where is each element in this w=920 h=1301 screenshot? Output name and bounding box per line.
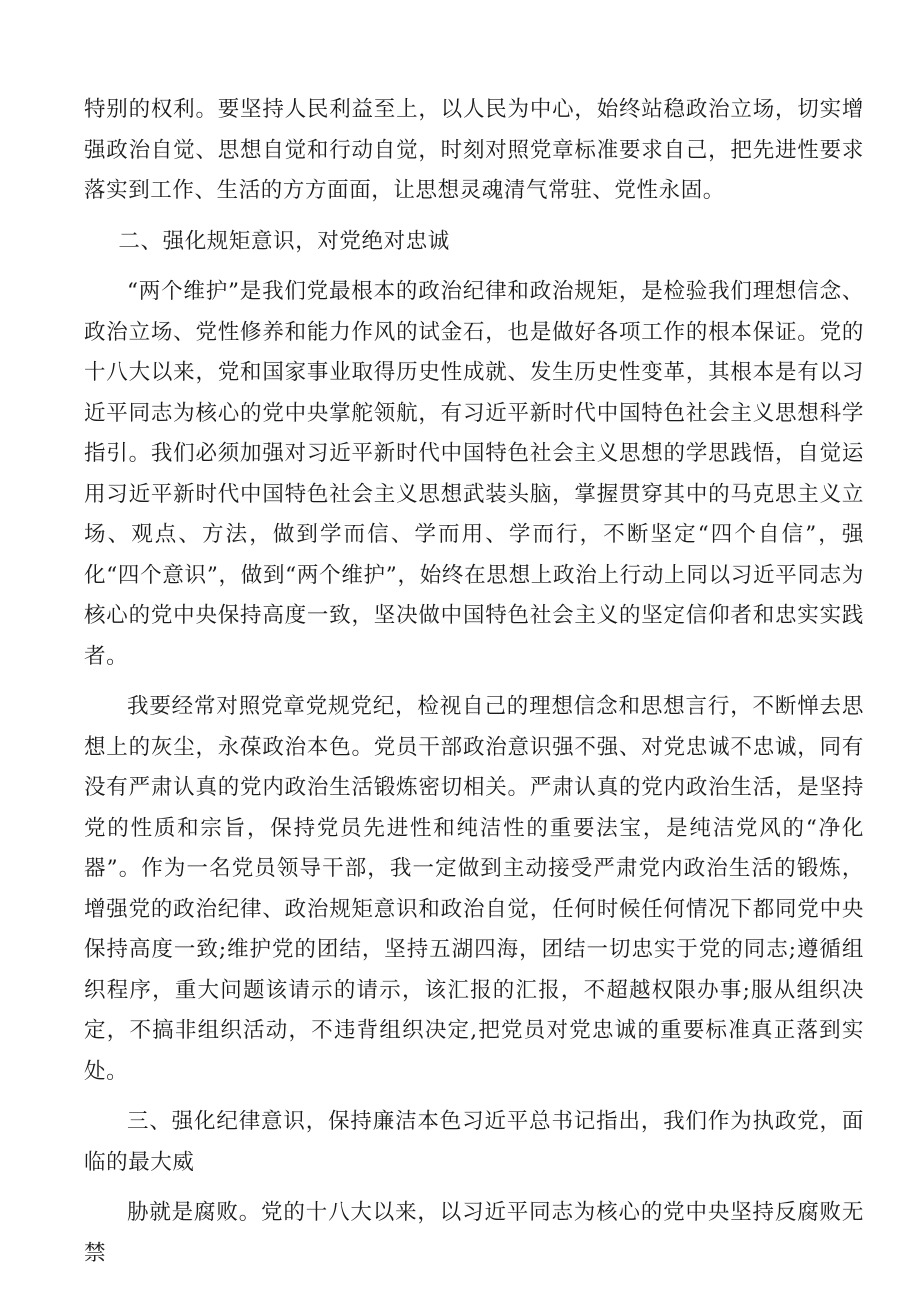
paragraph-two-safeguards: “两个维护”是我们党最根本的政治纪律和政治规矩，是检验我们理想信念、政治立场、党性修养和能力作风的试金石，也是做好各项工作的根本保证。党的十八大以来，党和国家事业取得历史性成就、发生历史性变革，其根本是有以习近平同志为核心的党中央掌舵领航，有习近平新时代中国特色社会主义思想科学指引。我们必须加强对习近平新时代中国特色社会主义思想的学思践悟，自觉运用习近平新时代中国特色社会主义思想武装头脑，掌握贯穿其中的马克思主义立场、观点、方法，做到学而信、学而用、学而行，不断坚定“四个自信”，强化“四个意识”，做到“两个维护”，始终在思想上政治上行动上同以习近平同志为核心的党中央保持高度一致，坚决做中国特色社会主义的坚定信仰者和忠实实践者。 bbox=[84, 279, 864, 669]
paragraph-corruption: 胁就是腐败。党的十八大以来，以习近平同志为核心的党中央坚持反腐败无禁 bbox=[84, 1200, 864, 1266]
section-heading-2: 二、强化规矩意识，对党绝对忠诚 bbox=[118, 228, 450, 254]
paragraph-self-examination: 我要经常对照党章党规党纪，检视自己的理想信念和思想言行，不断惮去思想上的灰尘，永葆政治本色。党员干部政治意识强不强、对党忠诚不忠诚，同有没有严肃认真的党内政治生活锻炼密切相关。严肃认真的党内政治生活，是坚持党的性质和宗旨，保持党员先进性和纯洁性的重要法宝，是纯洁党风的“净化器”。作为一名党员领导干部，我一定做到主动接受严肃党内政治生活的锻炼，增强党的政治纪律、政治规矩意识和政治自觉，任何时候任何情况下都同党中央保持高度一致;维护党的团结，坚持五湖四海，团结一切忠实于党的同志;遵循组织程序，重大问题该请示的请示，该汇报的汇报，不超越权限办事;服从组织决定，不搞非组织活动，不违背组织决定,把党员对党忠诚的重要标准真正落到实处。 bbox=[84, 694, 864, 1084]
document-body bbox=[84, 90, 864, 1274]
paragraph-continuation: 特别的权利。要坚持人民利益至上，以人民为中心，始终站稳政治立场，切实增强政治自觉、思想自觉和行动自觉，时刻对照党章标准要求自己，把先进性要求落实到工作、生活的方方面面，让思想灵魂清气常驻、党性永固。 bbox=[84, 97, 864, 203]
section-heading-3: 三、强化纪律意识，保持廉洁本色习近平总书记指出，我们作为执政党，面临的最大威 bbox=[84, 1109, 864, 1175]
